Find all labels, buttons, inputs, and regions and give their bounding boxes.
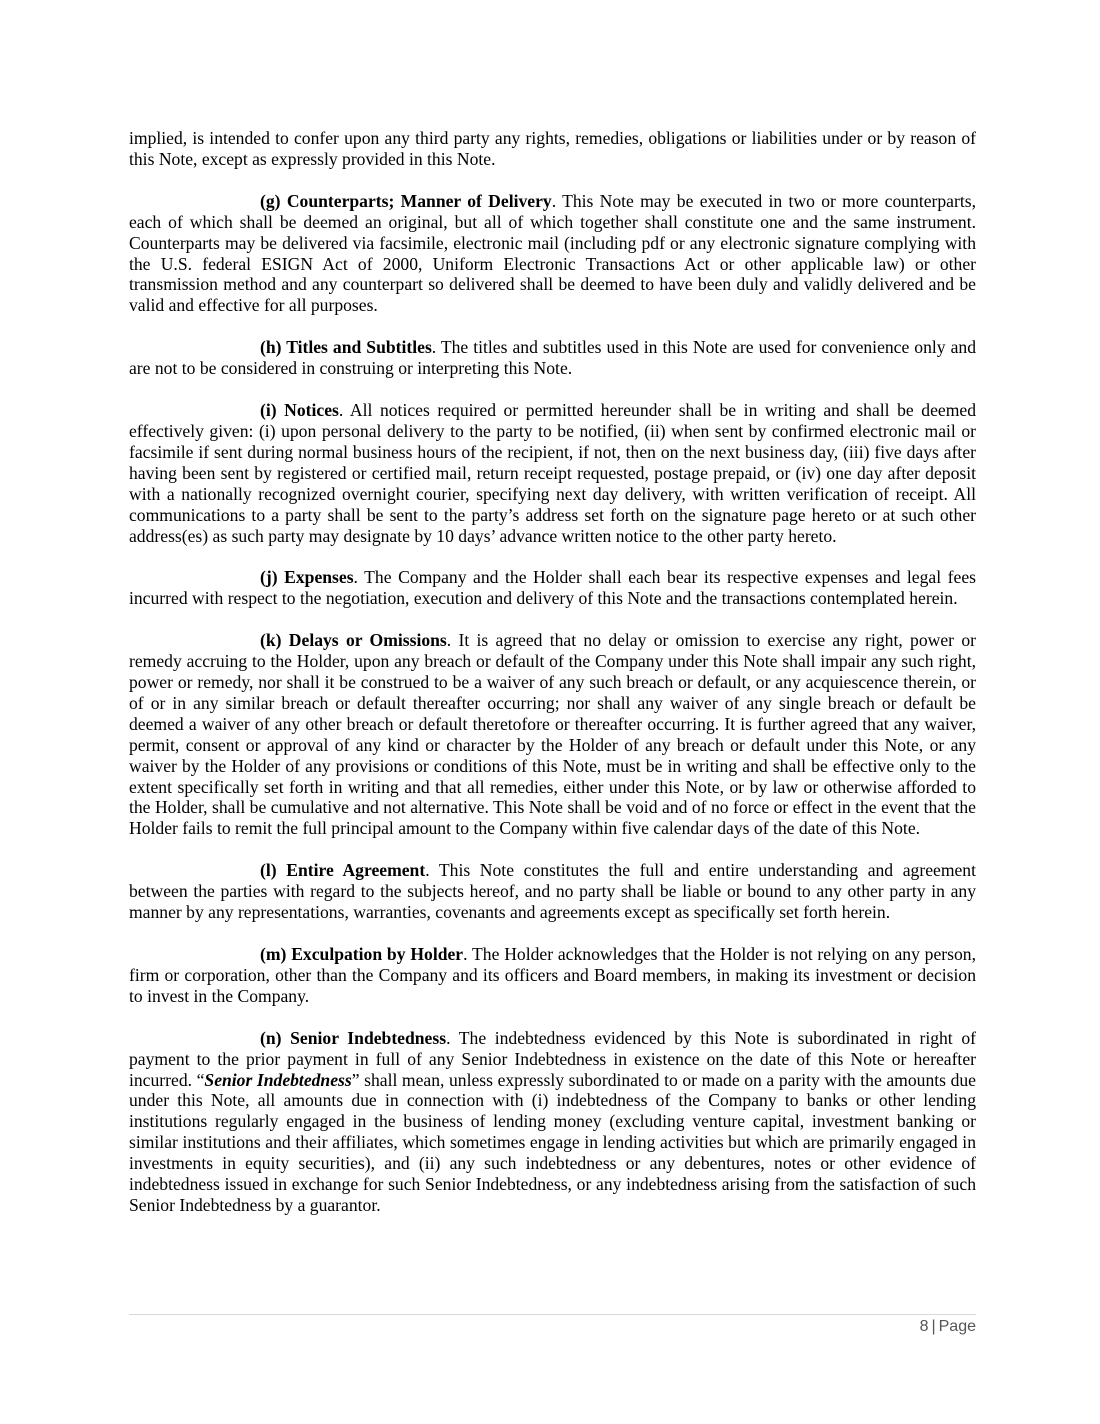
section-text: ” shall mean, unless expressly subordinated to or made on a parity with the amounts due under this Note, all amounts due in connection with (i) indebtedness of the Company to banks or other lending institutions regularly engaged in the business of lending money (excluding venture capital, investment banking or similar institutions and their affiliates, which sometimes engage in lending activities but which are primarily engaged in investments in equity securities), and (ii) any such indebtedness or any debentures, notes or other evidence of indebtedness issued in exchange for such Senior Indebtedness, or any indebtedness arising from the satisfaction of such Senior Indebtedness by a guarantor. bbox=[129, 1069, 976, 1215]
defined-term: Senior Indebtedness bbox=[204, 1069, 352, 1090]
section-heading: (j) Expenses bbox=[260, 567, 354, 588]
section-text: . The Holder acknowledges that the Holder is not relying on any person, firm or corporation, other than the Company and its officers and Board members, in making its investment or decision to invest in the Company. bbox=[129, 944, 976, 1006]
section-i-notices bbox=[129, 400, 976, 546]
section-heading: (n) Senior Indebtedness bbox=[260, 1027, 447, 1048]
section-h-titles bbox=[129, 337, 976, 379]
section-heading: (k) Delays or Omissions bbox=[260, 630, 447, 651]
section-heading: (h) Titles and Subtitles bbox=[260, 337, 432, 358]
page-footer bbox=[920, 1318, 976, 1336]
section-j-expenses bbox=[129, 567, 976, 609]
section-text: . This Note may be executed in two or more counterparts, each of which shall be deemed an original, but all of which together shall constitute one and the same instrument. Counterparts may be delivered via facsimile, electronic mail (including pdf or any electronic signature complying with the U.S. federal ESIGN Act of 2000, Uniform Electronic Transactions Act or other applicable law) or other transmission method and any counterpart so delivered shall be deemed to have been duly and validly delivered and be valid and effective for all purposes. bbox=[129, 190, 976, 316]
section-heading: (i) Notices bbox=[260, 400, 339, 421]
section-text: . The titles and subtitles used in this Note are used for convenience only and are not to be considered in construing or interpreting this Note. bbox=[129, 337, 976, 379]
section-text: . It is agreed that no delay or omission to exercise any right, power or remedy accruing to the Holder, upon any breach or default of the Company under this Note shall impair any such right, power or remedy, nor shall it be construed to be a waiver of any such breach or default, or any acquiescence therein, or of or in any similar breach or default thereafter occurring; nor shall any waiver of any single breach or default be deemed a waiver of any other breach or default theretofore or thereafter occurring. It is further agreed that any waiver, permit, consent or approval of any kind or character by the Holder of any breach or default under this Note, or any waiver by the Holder of any provisions or conditions of this Note, must be in writing and shall be effective only to the extent specifically set forth in writing and that all remedies, either under this Note, or by law or otherwise afforded to the Holder, shall be cumulative and not alternative. This Note shall be void and of no force or effect in the event that the Holder fails to remit the full principal amount to the Company within five calendar days of the date of this Note. bbox=[129, 630, 976, 839]
section-n-senior-indebtedness bbox=[129, 1028, 976, 1216]
section-text: . The Company and the Holder shall each bear its respective expenses and legal fees incurred with respect to the negotiation, execution and delivery of this Note and the transactions contemplated herein. bbox=[129, 567, 976, 609]
page-label: Page bbox=[938, 1318, 976, 1335]
section-heading: (g) Counterparts; Manner of Delivery bbox=[260, 190, 552, 211]
section-m-exculpation bbox=[129, 944, 976, 1007]
section-heading: (l) Entire Agreement bbox=[260, 860, 426, 881]
section-l-entire-agreement bbox=[129, 860, 976, 923]
section-text-lead: . The indebtedness evidenced by this Note is subordinated in right of payment to the prior payment in full of any Senior Indebtedness in existence on the date of this Note or hereafter incurred. “ bbox=[129, 1027, 976, 1090]
paragraph-text: implied, is intended to confer upon any third party any rights, remedies, obligations or liabilities under or by reason of this Note, except as expressly provided in this Note. bbox=[129, 128, 976, 169]
section-text: . All notices required or permitted hereunder shall be in writing and shall be deemed effectively given: (i) upon personal delivery to the party to be notified, (ii) when sent by confirmed electronic mail or facsimile if sent during normal business hours of the recipient, if not, then on the next business day, (iii) five days after having been sent by registered or certified mail, return receipt requested, postage prepaid, or (iv) one day after deposit with a nationally recognized overnight courier, specifying next day delivery, with written verification of receipt. All communications to a party shall be sent to the party’s address set forth on the signature page hereto or at such other address(es) as such party may designate by 10 days’ advance written notice to the other party hereto. bbox=[129, 400, 976, 546]
footer-divider bbox=[129, 1314, 976, 1315]
paragraph-continuation bbox=[129, 128, 976, 170]
footer-separator: | bbox=[931, 1318, 936, 1335]
page-number: 8 bbox=[919, 1318, 929, 1335]
section-text: . This Note constitutes the full and entire understanding and agreement between the parties with regard to the subjects hereof, and no party shall be liable or bound to any other party in any manner by any representations, warranties, covenants and agreements except as specifically set forth herein. bbox=[129, 860, 976, 923]
section-g-counterparts bbox=[129, 191, 976, 316]
section-k-delays bbox=[129, 630, 976, 839]
section-heading: (m) Exculpation by Holder bbox=[260, 944, 464, 964]
document-body bbox=[129, 128, 976, 1237]
